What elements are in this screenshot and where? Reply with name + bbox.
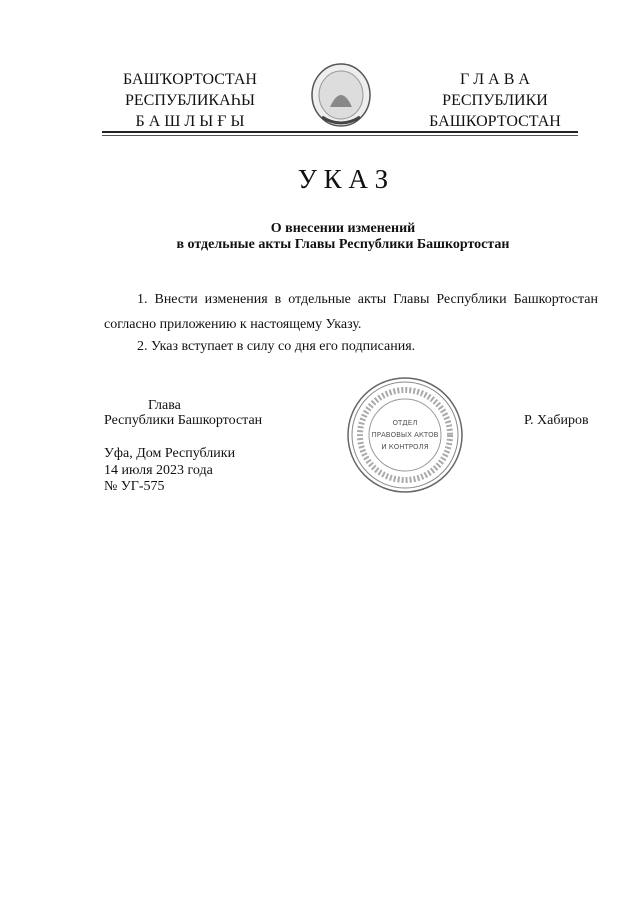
header-divider <box>102 131 578 133</box>
header-left-line: БАШҠОРТОСТАН <box>123 71 257 88</box>
header-right <box>385 69 605 132</box>
decree-number: № УГ-575 <box>104 479 165 494</box>
coat-of-arms-emblem <box>310 63 372 129</box>
stamp-text: ПРАВОВЫХ АКТОВ <box>371 431 439 439</box>
header-left-line: Б А Ш Л Ы Ғ Ы <box>135 113 245 130</box>
header-right-line: РЕСПУБЛИКИ <box>442 92 548 109</box>
stamp-text: ОТДЕЛ <box>392 419 418 427</box>
footer-info <box>104 446 235 496</box>
signature-position: Республики Башкортостан <box>104 413 263 428</box>
doc-type-heading: У К А З <box>297 164 389 194</box>
doc-title <box>0 221 640 253</box>
header-right-line: Г Л А В А <box>460 71 530 88</box>
signing-date: 14 июля 2023 года <box>104 462 213 478</box>
header-right-line: БАШКОРТОСТАН <box>429 113 561 130</box>
doc-title-line: в отдельные акты Главы Республики Башкортостан <box>176 237 510 252</box>
header-left-line: РЕСПУБЛИКАҺЫ <box>125 92 255 109</box>
header-left <box>80 69 300 132</box>
doc-title-line: О внесении изменений <box>270 221 416 236</box>
header-divider <box>102 135 578 136</box>
signing-place: Уфа, Дом Республики <box>104 446 236 461</box>
official-seal-stamp <box>345 375 465 495</box>
signatory-name: Р. Хабиров <box>524 413 589 428</box>
paragraph-1: 1. Внести изменения в отдельные акты Главы Республики Башкортостан согласно приложению к настоящему Указу. <box>104 292 598 332</box>
paragraph-2: 2. Указ вступает в силу со дня его подписания. <box>137 339 416 354</box>
signature-position: Глава <box>148 398 181 413</box>
stamp-text: И КОНТРОЛЯ <box>381 443 429 451</box>
